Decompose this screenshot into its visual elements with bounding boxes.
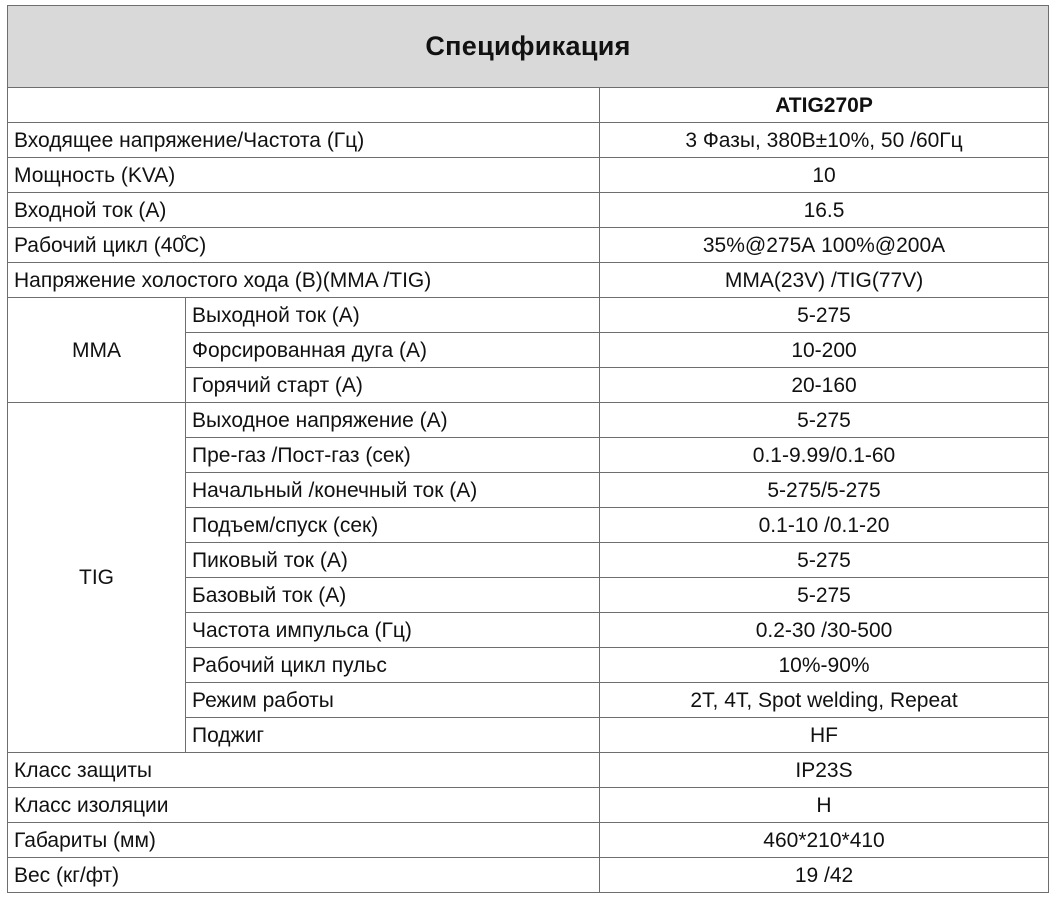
spec-value: 5-275 <box>600 578 1049 613</box>
table-row <box>8 788 1049 823</box>
spec-value: 10-200 <box>600 333 1049 368</box>
table-row <box>8 193 1049 228</box>
model-row <box>8 88 1049 123</box>
spec-label: Горячий старт (А) <box>186 368 600 403</box>
spec-value: 5-275 <box>600 543 1049 578</box>
spec-value: 5-275/5-275 <box>600 473 1049 508</box>
table-row <box>8 298 1049 333</box>
spec-value: 16.5 <box>600 193 1049 228</box>
title-row <box>8 6 1049 88</box>
model-name: ATIG270P <box>600 88 1049 123</box>
spec-label: Габариты (мм) <box>8 823 600 858</box>
spec-value: 20-160 <box>600 368 1049 403</box>
table-row <box>8 228 1049 263</box>
spec-label: Вес (кг/фт) <box>8 858 600 893</box>
table-row <box>8 823 1049 858</box>
spec-value: 0.1-9.99/0.1-60 <box>600 438 1049 473</box>
group-label-tig: TIG <box>8 403 186 753</box>
spec-label: Рабочий цикл пульс <box>186 648 600 683</box>
spec-label: Рабочий цикл (40̊С) <box>8 228 600 263</box>
spec-value: 5-275 <box>600 298 1049 333</box>
spec-label: Режим работы <box>186 683 600 718</box>
spec-value: 35%@275А 100%@200А <box>600 228 1049 263</box>
table-row <box>8 858 1049 893</box>
spec-label: Входящее напряжение/Частота (Гц) <box>8 123 600 158</box>
spec-label: Пиковый ток (А) <box>186 543 600 578</box>
spec-label: Мощность (KVA) <box>8 158 600 193</box>
spec-label: Выходное напряжение (А) <box>186 403 600 438</box>
spec-label: Класс изоляции <box>8 788 600 823</box>
spec-label: Базовый ток (А) <box>186 578 600 613</box>
table-title: Спецификация <box>8 6 1049 88</box>
spec-label: Начальный /конечный ток (А) <box>186 473 600 508</box>
spec-sheet <box>7 5 1048 893</box>
spec-label: Поджиг <box>186 718 600 753</box>
table-row <box>8 753 1049 788</box>
spec-value: 0.1-10 /0.1-20 <box>600 508 1049 543</box>
spec-label: Частота импульса (Гц) <box>186 613 600 648</box>
spec-value: 460*210*410 <box>600 823 1049 858</box>
spec-label: Форсированная дуга (А) <box>186 333 600 368</box>
group-label-mma: MMA <box>8 298 186 403</box>
spec-value: 3 Фазы, 380В±10%, 50 /60Гц <box>600 123 1049 158</box>
spec-label: Выходной ток (А) <box>186 298 600 333</box>
table-row <box>8 123 1049 158</box>
spec-value: H <box>600 788 1049 823</box>
spec-label: Входной ток (А) <box>8 193 600 228</box>
spec-label: Пре-газ /Пост-газ (сек) <box>186 438 600 473</box>
spec-label: Класс защиты <box>8 753 600 788</box>
table-row <box>8 263 1049 298</box>
spec-value: 19 /42 <box>600 858 1049 893</box>
model-header-blank <box>8 88 600 123</box>
table-row <box>8 403 1049 438</box>
spec-value: HF <box>600 718 1049 753</box>
spec-value: 10 <box>600 158 1049 193</box>
spec-value: 5-275 <box>600 403 1049 438</box>
spec-value: MMA(23V) /TIG(77V) <box>600 263 1049 298</box>
spec-table <box>7 5 1049 893</box>
table-row <box>8 158 1049 193</box>
spec-label: Напряжение холостого хода (В)(MMA /TIG) <box>8 263 600 298</box>
spec-value: 2T, 4T, Spot welding, Repeat <box>600 683 1049 718</box>
spec-value: 0.2-30 /30-500 <box>600 613 1049 648</box>
spec-value: 10%-90% <box>600 648 1049 683</box>
spec-label: Подъем/спуск (сек) <box>186 508 600 543</box>
spec-value: IP23S <box>600 753 1049 788</box>
